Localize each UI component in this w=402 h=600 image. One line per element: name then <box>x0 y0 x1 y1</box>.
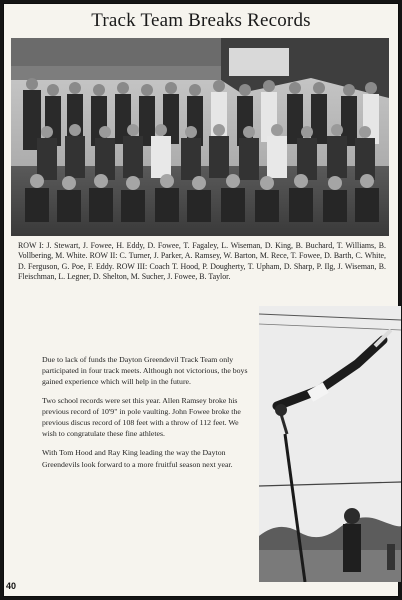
roster-caption: ROW I: J. Stewart, J. Fowee, H. Eddy, D. Fowee, T. Fagaley, L. Wiseman, D. King, B. Buchard, T. Williams, B. Vollbering, M. White. ROW II: C. Turner, J. Parker, A. Ramsey, W. Barton, M. Rece, T. Fowee, D. Barth, C. White, D. Ferguson, G. Poe, F. Eddy. ROW III: Coach T. Hood, P. Dougherty, T. Upham, D. Sharp, P. Ilg, J. Wiseman, B. Fleischman, L. Legner, D. Shelton, M. Sucher, J. Fowee, B. Taylor. <box>18 241 386 282</box>
article-paragraph: With Tom Hood and Ray King leading the way the Dayton Greendevils look forward to a more fruitful season next year. <box>42 448 233 469</box>
article-paragraph: Due to lack of funds the Dayton Greendevil Track Team only participated in four track meets. Although not victorious, the boys gained experience which will help in the future. <box>42 355 248 387</box>
article-body <box>42 354 254 478</box>
page-headline: Track Team Breaks Records <box>91 10 311 31</box>
yearbook-page <box>3 3 399 597</box>
pole-vault-photo <box>259 306 401 582</box>
article-paragraph: Two school records were set this year. Allen Ramsey broke his previous record of 10'9" in pole vaulting. John Fowee broke the previous discus record of 108 feet with a throw of 112 feet. We wish to congratulate these fine athletes. <box>42 396 241 439</box>
page-number: 40 <box>6 581 17 591</box>
team-group-photo <box>11 38 389 236</box>
